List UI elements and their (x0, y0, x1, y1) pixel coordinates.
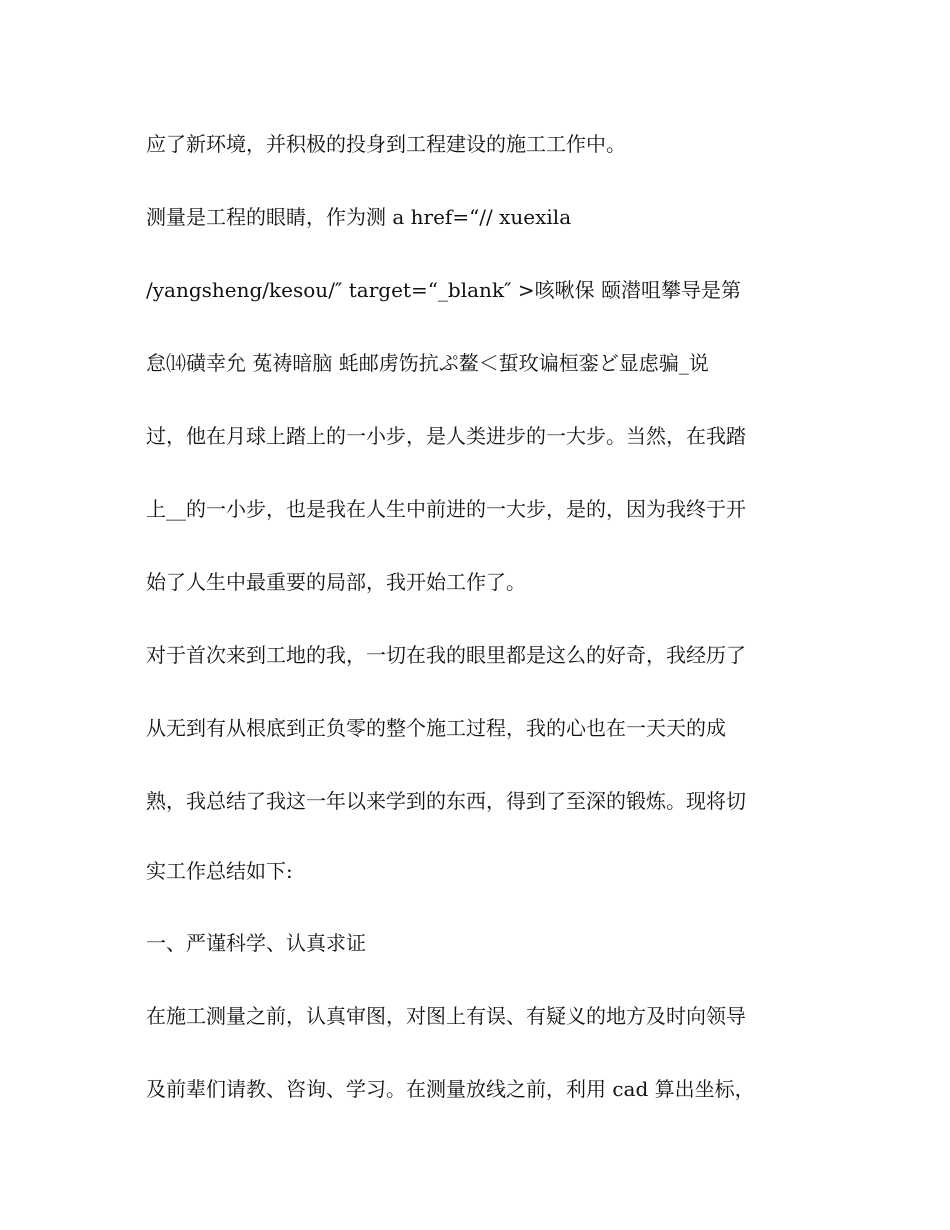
paragraph-line: 始了人生中最重要的局部，我开始工作了。 (146, 570, 526, 594)
paragraph-line: 过，他在月球上踏上的一小步，是人类进步的一大步。当然，在我踏 (146, 424, 746, 448)
paragraph-line: 在施工测量之前，认真审图，对图上有误、有疑义的地方及时向领导 (146, 1004, 746, 1028)
paragraph-line: 从无到有从根底到正负零的整个施工过程，我的心也在一天天的成 (146, 716, 726, 740)
section-heading: 一、严谨科学、认真求证 (146, 931, 366, 955)
paragraph-line: 怠⒁磺幸允 菟祷暗脑 蚝邮虏饬抗ぷ鳌＜蜇玫谝桓銮ど显虑骗_说 (146, 351, 709, 375)
paragraph-line: 实工作总结如下: (146, 859, 293, 883)
paragraph-line: 应了新环境，并积极的投身到工程建设的施工工作中。 (146, 132, 626, 156)
paragraph-line: 熟，我总结了我这一年以来学到的东西，得到了至深的锻炼。现将切 (146, 789, 746, 813)
paragraph-line: /yangsheng/kesou/″ target=“_blank″ >咳啾保 颐潜咀攀导是第 (146, 278, 741, 302)
paragraph-line: 测量是工程的眼睛，作为测 a href=“// xuexila (146, 205, 572, 229)
paragraph-line: 对于首次来到工地的我，一切在我的眼里都是这么的好奇，我经历了 (146, 643, 746, 667)
paragraph-line: 及前辈们请教、咨询、学习。在测量放线之前，利用 cad 算出坐标， (146, 1077, 755, 1101)
paragraph-line: 上__的一小步，也是我在人生中前进的一大步，是的，因为我终于开 (146, 497, 746, 521)
